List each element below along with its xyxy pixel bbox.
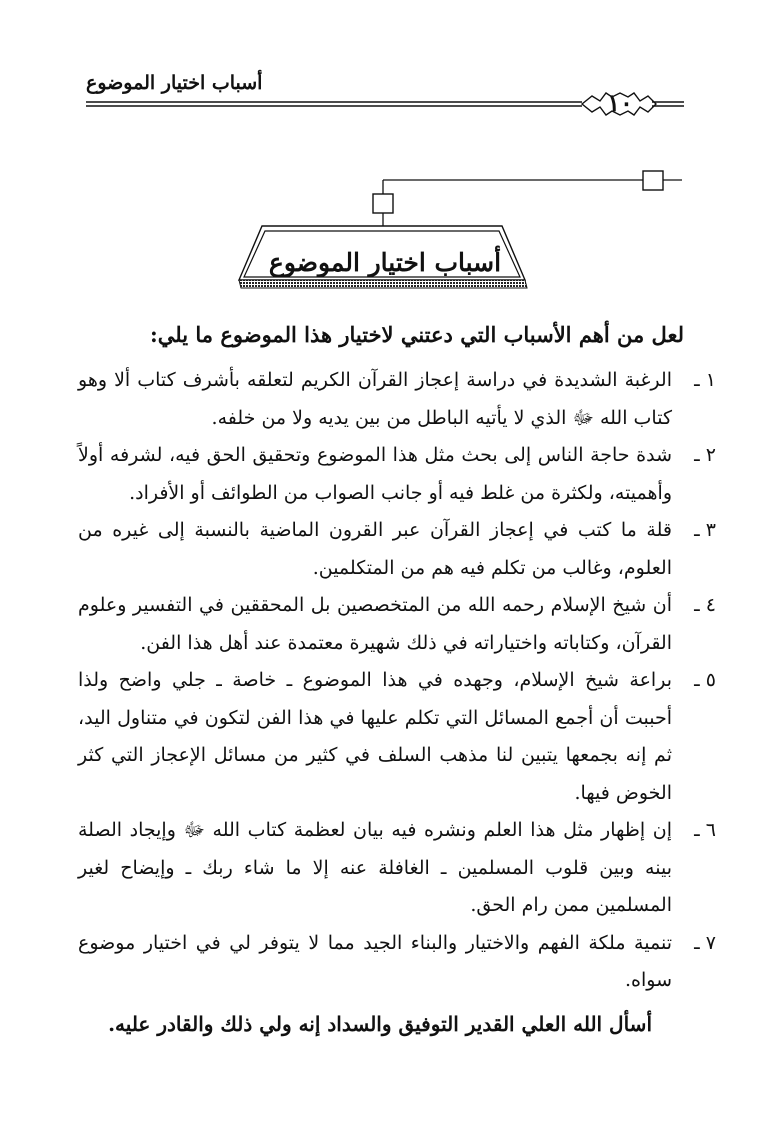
list-item bbox=[78, 662, 716, 812]
page-number: ١٠ bbox=[607, 88, 633, 117]
item-number: ٦ ـ bbox=[694, 819, 716, 841]
item-number: ٣ ـ bbox=[694, 519, 716, 541]
closing-prayer: أسأل الله العلي القدير التوفيق والسداد إنه ولي ذلك والقادر عليه. bbox=[108, 1012, 652, 1036]
list-item bbox=[78, 437, 716, 512]
item-text: أن شيخ الإسلام رحمه الله من المتخصصين بل المحققين في التفسير وعلوم القرآن، وكتاباته واختياراته في ذلك شهيرة معتمدة عند أهل هذا الفن. bbox=[78, 594, 672, 654]
item-text: الرغبة الشديدة في دراسة إعجاز القرآن الكريم لتعلقه بأشرف كتاب ألا وهو كتاب الله ﷻ الذي لا يأتيه الباطل من بين يديه ولا من خلفه. bbox=[78, 369, 672, 429]
list-item bbox=[78, 587, 716, 662]
section-title: أسباب اختيار الموضوع bbox=[268, 248, 502, 277]
item-text: قلة ما كتب في إعجاز القرآن عبر القرون الماضية بالنسبة إلى غيره من العلوم، وغالب من تكلم فيه هم من المتكلمين. bbox=[78, 519, 672, 579]
header-rule bbox=[0, 92, 769, 122]
list-item bbox=[78, 512, 716, 587]
item-number: ٥ ـ bbox=[694, 669, 716, 691]
list-item bbox=[78, 362, 716, 437]
item-text: شدة حاجة الناس إلى بحث مثل هذا الموضوع وتحقيق الحق فيه، لشرفه أولاً وأهميته، ولكثرة من غلط فيه أو جانب الصواب من الطوائف أو الأفراد. bbox=[78, 444, 672, 504]
item-text: تنمية ملكة الفهم والاختيار والبناء الجيد مما لا يتوفر لي في اختيار موضوع سواه. bbox=[78, 931, 672, 991]
reasons-list bbox=[78, 362, 716, 1000]
decorative-connector bbox=[0, 168, 769, 228]
item-text: براعة شيخ الإسلام، وجهده في هذا الموضوع ـ خاصة ـ جلي واضح ولذا أحببت أن أجمع المسائل التي تكلم عليها في هذا الفن لتكون في متناول اليد، ثم إنه بجمعها يتبين لنا مذهب السلف في كثير من مسائل الإعجاز التي كثر الخوض فيها. bbox=[78, 669, 672, 804]
intro-text: لعل من أهم الأسباب التي دعتني لاختيار هذا الموضوع ما يلي: bbox=[150, 322, 684, 347]
item-number: ٧ ـ bbox=[694, 931, 716, 954]
list-item bbox=[78, 812, 716, 925]
item-text: إن إظهار مثل هذا العلم ونشره فيه بيان لعظمة كتاب الله ﷻ وإيجاد الصلة بينه وبين قلوب المسلمين ـ الغافلة عنه إلا ما شاء ربك ـ وإيضاح لغير المسلمين ممن رام الحق. bbox=[78, 819, 672, 916]
item-number: ٢ ـ bbox=[694, 444, 716, 466]
running-title: أسباب اختيار الموضوع bbox=[86, 72, 263, 94]
item-number: ١ ـ bbox=[694, 369, 716, 391]
list-item bbox=[78, 925, 716, 1000]
item-number: ٤ ـ bbox=[694, 594, 716, 616]
